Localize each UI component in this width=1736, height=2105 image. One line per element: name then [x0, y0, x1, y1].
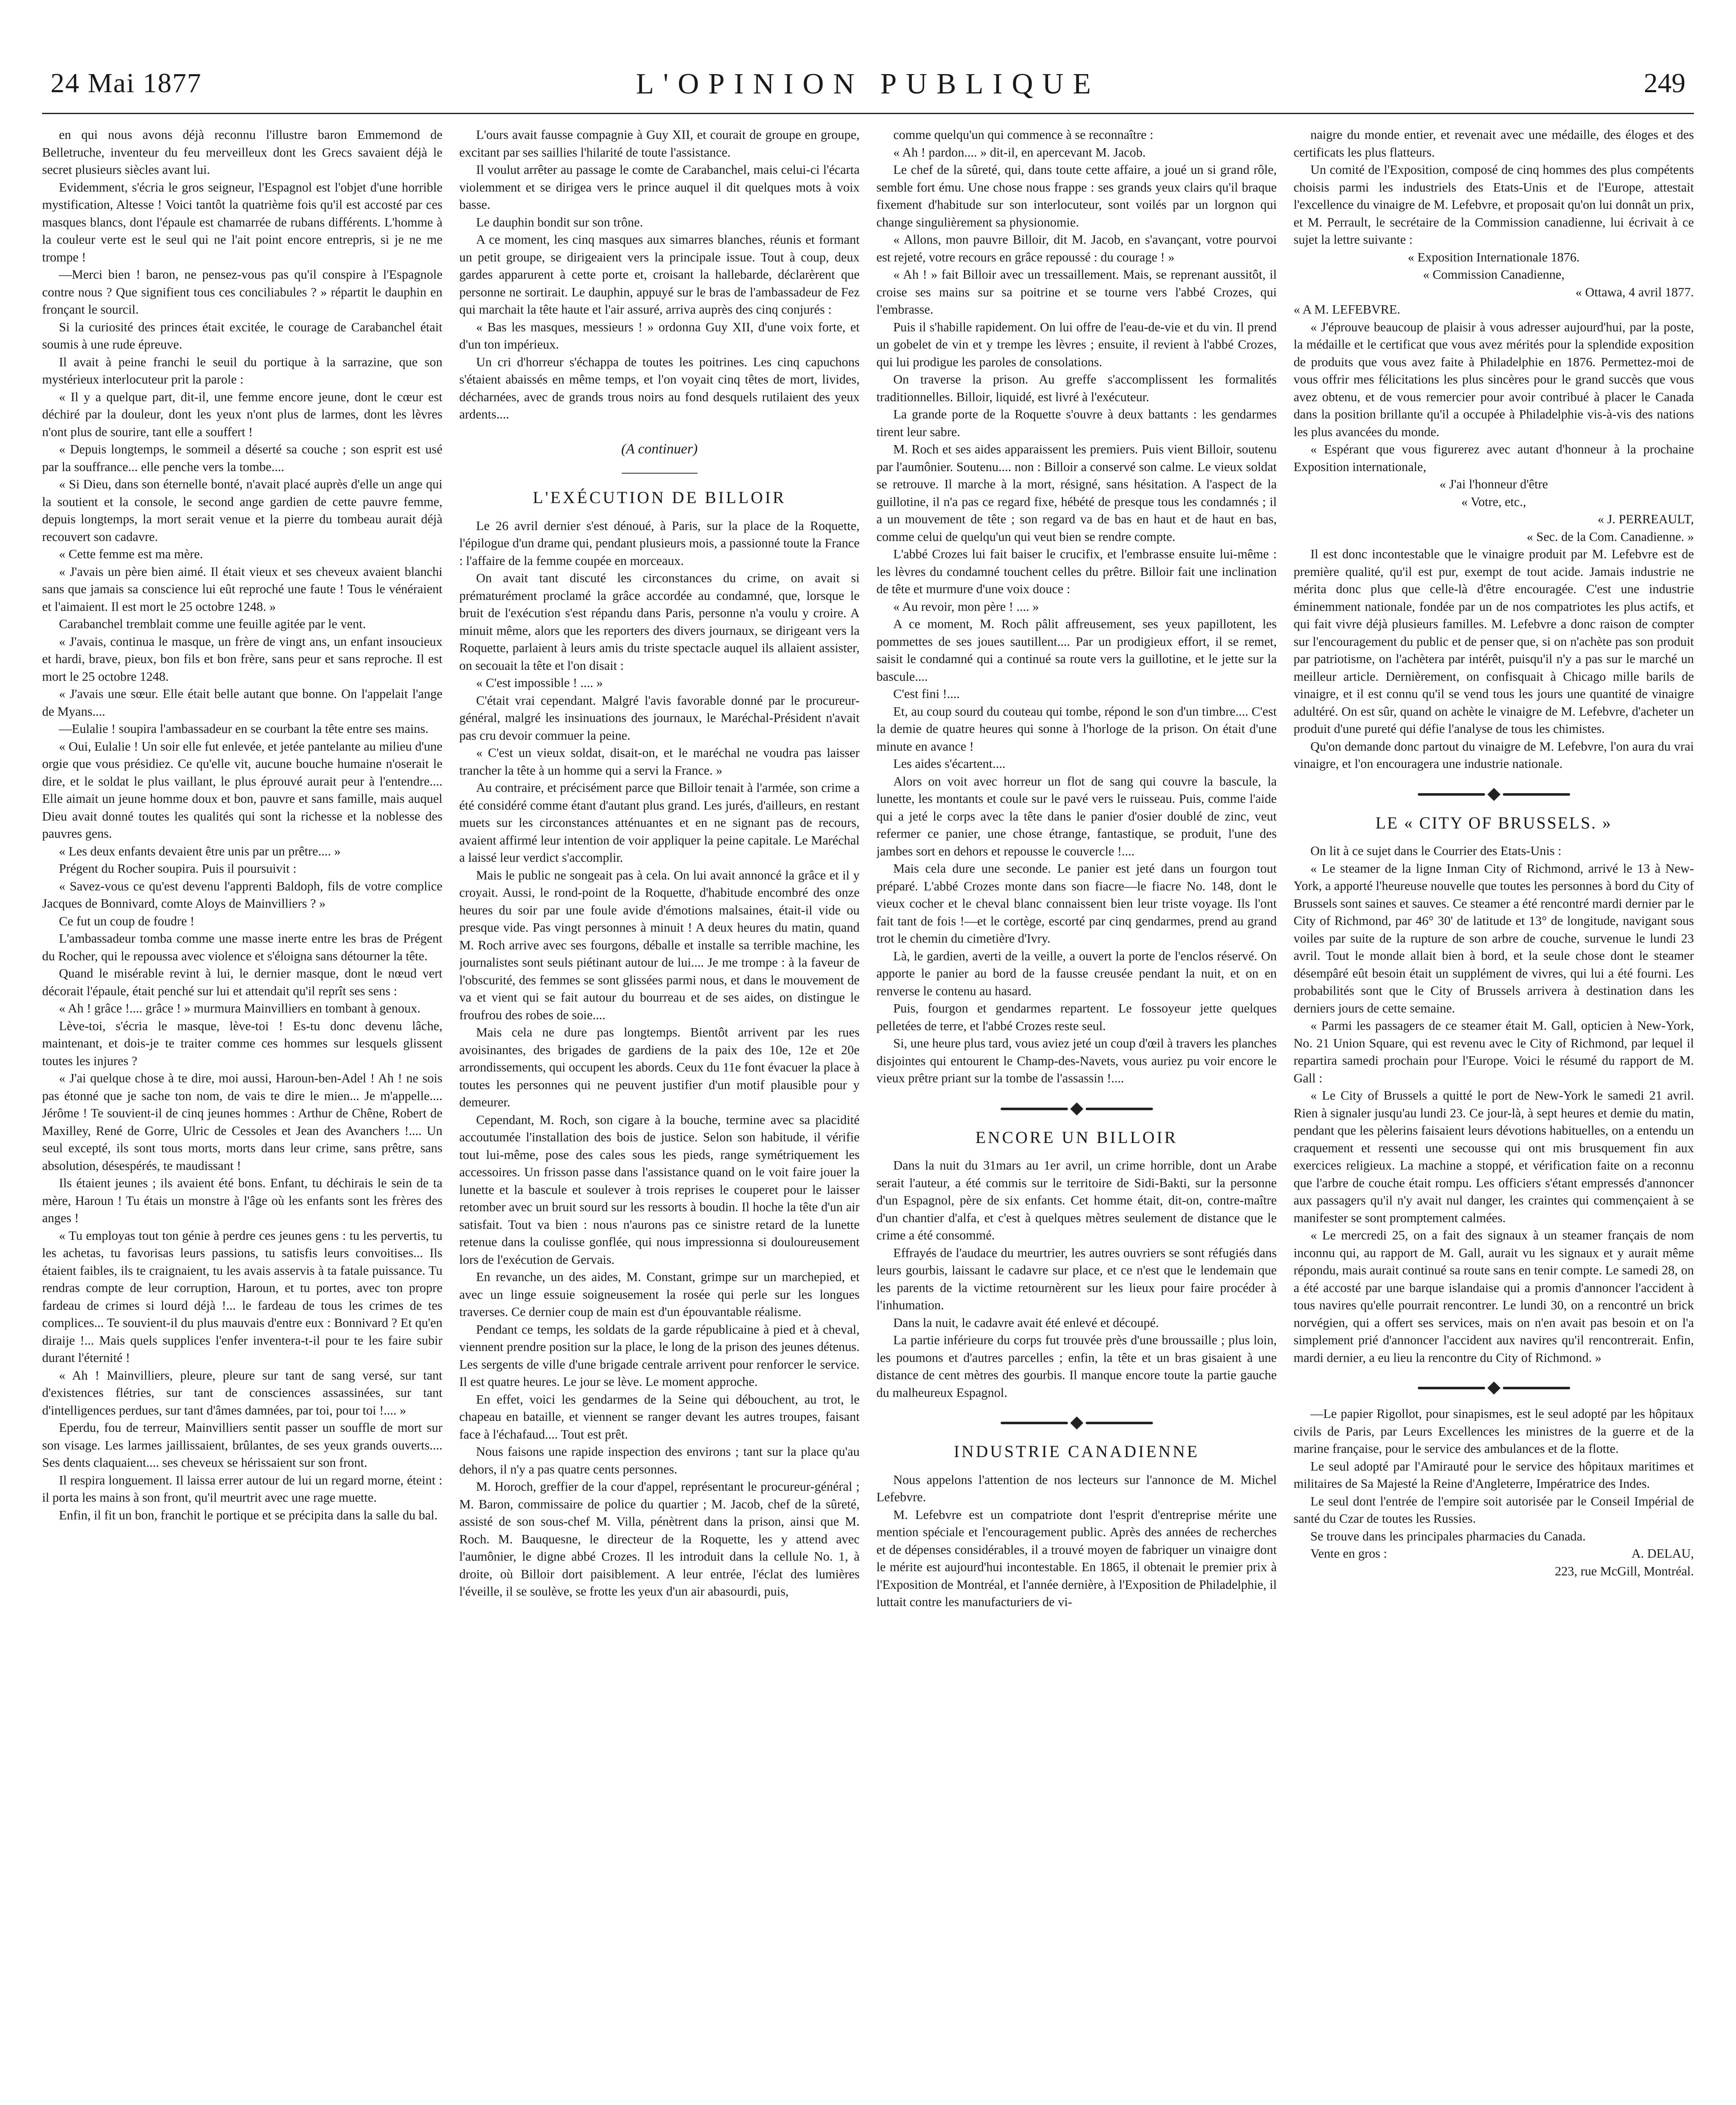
paragraph: Alors on voit avec horreur un flot de sang qui couvre la bascule, la lunette, les montants et coule sur le pavé vers le ruisseau. Puis, comme l'aide qui a jeté le corps avec la tête dans le panier d'osier doublé de zinc, veut refermer ce panier, une chose étrange, fantastique, se produit, l'une des jambes sort en dehors et repousse le couvercle !.... [876, 774, 1277, 858]
paragraph: « Le City of Brussels a quitté le port de New-York le samedi 21 avril. Rien à signaler jusqu'au lundi 23. Ce jour-là, à sept heures et demie du matin, pendant que les pèlerins faisaient leurs dévotions habituelles, on a entendu un craquement et ressenti une secousse qui ont mis brusquement fin aux exercices religieux. La machine a stoppé, et vérification faite on a reconnu que l'arbre de couche était rompu. Les officiers s'étant empressés d'annoncer aux passagers qu'il n'y avait nul danger, les craintes qui commençaient à se manifester se sont promptement calmées. [1294, 1088, 1694, 1225]
paragraph: La grande porte de la Roquette s'ouvre à deux battants : les gendarmes tirent leur sabre. [876, 407, 1277, 439]
paragraph: L'abbé Crozes lui fait baiser le crucifix, et l'embrasse ensuite lui-même : les lèvres du condamné touchent celles du prêtre. Billoir fait une inclination de tête et murmure d'une voix douce : [876, 547, 1277, 596]
paragraph: A ce moment, M. Roch pâlit affreusement, ses yeux papillotent, les pommettes de ses joues sautillent.... Par un prodigieux effort, il se remet, saisit le condamné qui a continué sa route vers la guillotine, et le jette sur la bascule.... [876, 617, 1277, 684]
paragraph: C'était vrai cependant. Malgré l'avis favorable donné par le procureur-général, malgré les insinuations des journaux, le Maréchal-Président n'avait pas cru devoir commuer la peine. [459, 693, 860, 743]
paragraph: Carabanchel tremblait comme une feuille agitée par le vent. [59, 617, 366, 631]
paragraph: Qu'on demande donc partout du vinaigre de M. Lefebvre, l'on aura du vrai vinaigre, et l'on encouragera une industrie nationale. [1294, 739, 1694, 771]
paragraph: « Ah ! Mainvilliers, pleure, pleure sur tant de sang versé, sur tant d'existences flétries, sur tant de consciences assassinées, sur tant d'intelligences perdues, sur tant d'âmes damnées, par toi, pour toi !.... » [42, 1368, 442, 1418]
paragraph: « Savez-vous ce qu'est devenu l'apprenti Baldoph, fils de votre complice Jacques de Bonnivard, comte Aloys de Mainvilliers ? » [42, 879, 442, 911]
paragraph: Il respira longuement. Il laissa errer autour de lui un regard morne, éteint : il porta les mains à son front, qu'il meurtrit avec une rage muette. [42, 1473, 442, 1505]
paragraph: —Le papier Rigollot, pour sinapismes, est le seul adopté par les hôpitaux civils de Paris, par Leurs Excellences les ministres de la guerre et de la marine française, pour le service des ambulances et de la flotte. [1294, 1407, 1694, 1456]
paragraph: Nous appelons l'attention de nos lecteurs sur l'annonce de M. Michel Lefebvre. [876, 1472, 1277, 1504]
paragraph: « J'avais, continua le masque, un frère de vingt ans, un enfant insoucieux et hardi, brave, pieux, bon fils et bon frère, sans peur et sans reproche. Il est mort le 25 octobre 1248. [42, 634, 442, 684]
paragraph: On traverse la prison. Au greffe s'accomplissent les formalités traditionnelles. Billoir, liquidé, est livré à l'exécuteur. [876, 372, 1277, 404]
column-4 [1294, 126, 1694, 2105]
paragraph: « Bas les masques, messieurs ! » ordonna Guy XII, d'une voix forte, et d'un ton impérieux. [459, 320, 860, 352]
paragraph: « C'est impossible ! .... » [476, 676, 603, 690]
paragraph: Les aides s'écartent.... [893, 757, 1006, 771]
paragraph: comme quelqu'un qui commence à se reconnaître : [893, 128, 1153, 142]
letter-commission: « Commission Canadienne, [1423, 267, 1565, 282]
paragraph: « J'avais un père bien aimé. Il était vieux et ses cheveux avaient blanchi sans que jamais sa conscience lui eût reproché une faute ! Tous le vénéraient et l'aimaient. Il est mort le 25 octobre 1248. » [42, 564, 442, 614]
paragraph: « Le steamer de la ligne Inman City of Richmond, arrivé le 13 à New-York, a apporté l'heureuse nouvelle que toutes les personnes à bord du City of Brussels sont saines et sauves. Ce steamer a été rencontré mardi dernier par le City of Richmond, par 46° 30' de latitude et 13° de longitude, navigant sous voiles par suite de la rupture de son arbre de couche, survenue le lundi 23 avril. Tout le monde allait bien à bord, et la seule chose dont le steamer désempâré eût besoin était un supplément de vivres, qui lui a été fourni. Les probabilités sont que le City of Brussels arrivera à destination dans les derniers jours de cette semaine. [1294, 861, 1694, 1015]
paragraph: « Oui, Eulalie ! Un soir elle fut enlevée, et jetée pantelante au milieu d'une orgie que vous présidiez. Ce qu'elle vit, aucune bouche humaine n'oserait le dire, et le soldat le plus vaillant, le plus éprouvé aurait peur à l'entendre.... Elle aimait un jeune homme doux et bon, pauvre et sans famille, mais auquel Dieu avait donné toutes les qualités qui sont la richesse et la noblesse des pauvres gens. [42, 739, 442, 841]
paragraph: naigre du monde entier, et revenait avec une médaille, des éloges et des certificats les plus flatteurs. [1294, 128, 1694, 160]
paragraph: « Espérant que vous figurerez avec autant d'honneur à la prochaine Exposition internationale, [1294, 442, 1694, 474]
paragraph: Nous faisons une rapide inspection des environs ; tant sur la place qu'au dehors, il n'y a pas quatre cents personnes. [459, 1444, 860, 1476]
paragraph: La partie inférieure du corps fut trouvée près d'une broussaille ; plus loin, les poumons et d'autres parcelles ; enfin, la tête et un bras gisaient à une distance de cent mètres des gourbis. Il manque encore toute la partie gauche du malheureux Espagnol. [876, 1333, 1277, 1400]
ornament-divider [876, 1104, 1277, 1114]
paragraph: « Le mercredi 25, on a fait des signaux à un steamer français de nom inconnu qui, au rapport de M. Gall, aurait vu les signaux et y aurait même répondu, mais aurait continué sa route sans en tenir compte. Le samedi 28, on a été accosté par une barque islandaise qui a promis d'annoncer l'accident à tous navires qu'elle pourrait rencontrer. Le lundi 30, on a rencontré un brick norvégien, qui a offert ses services, mais on n'en avait pas besoin et on l'a simplement prié d'annoncer l'accident aux navires qu'il rencontrerait. Enfin, mardi dernier, a eu lieu la rencontre du City of Richmond. » [1294, 1228, 1694, 1365]
paragraph: Un comité de l'Exposition, composé de cinq hommes des plus compétents choisis parmi les industriels des Etats-Unis et de l'Europe, attestait l'excellence du vinaigre de M. Lefebvre, et proposait qu'on lui donnât un prix, et M. Perrault, le secrétaire de la Commission canadienne, lui écrivait à ce sujet la lettre suivante : [1294, 163, 1694, 247]
paragraph: Pendant ce temps, les soldats de la garde républicaine à pied et à cheval, viennent prendre position sur la place, le long de la prison des jeunes détenus. Les sergents de ville d'une brigade centrale arrivent pour renforcer le service. Il est quatre heures. Le jour se lève. Le moment approche. [459, 1322, 860, 1389]
paragraph: « J'ai quelque chose à te dire, moi aussi, Haroun-ben-Adel ! Ah ! ne sois pas étonné que je sache ton nom, de vais te dire le mien... Je m'appelle.... Jérôme ! Te souvient-il de cinq jeunes hommes : Arthur de Chêne, Robert de Maxilley, René de Gorre, Ulric de Cessoles et Jean des Avanchers !.... Un seul excepté, ils sont tous morts, morts dans leur crime, sans prêtre, sans absolution, désespérés, te maudissant ! [42, 1071, 442, 1173]
page-number: 249 [1644, 68, 1685, 99]
paragraph: En effet, voici les gendarmes de la Seine qui débouchent, au trot, le chapeau en bataille, et viennent se ranger devant les autres troupes, faisant face à l'échafaud.... Tout est prêt. [459, 1392, 860, 1442]
ornament-divider [876, 1418, 1277, 1428]
letter-signature-title: « Sec. de la Com. Canadienne. » [1526, 529, 1694, 544]
ornament-divider [1294, 790, 1694, 799]
paragraph: Evidemment, s'écria le gros seigneur, l'Espagnol est l'objet d'une horrible mystification, Altesse ! Voici tantôt la quatrième fois qu'il est accosté par ces masques blancs, dont l'épaule est chamarrée de rubans différents. L'homme à la couleur verte est le seul qui ne l'ait point encore entrepris, si je ne me trompe ! [42, 180, 442, 264]
paragraph: —Merci bien ! baron, ne pensez-vous pas qu'il conspire à l'Espagnole contre nous ? Que signifient tous ces conciliabules ? » répartit le dauphin en fronçant le sourcil. [42, 267, 442, 317]
article-execution [459, 517, 860, 1601]
paragraph: Quand le misérable revint à lui, le dernier masque, dont le nœud vert décorait l'épaule, était penché sur lui et attendait qu'il reprît ses sens : [42, 966, 442, 998]
paragraph: Le dauphin bondit sur son trône. [476, 215, 643, 229]
paragraph: Prégent du Rocher soupira. Puis il poursuivit : [59, 861, 297, 876]
advertisement-vendor [1294, 1545, 1694, 1563]
paragraph: M. Roch et ses aides apparaissent les premiers. Puis vient Billoir, soutenu par l'aumônier. Soutenu.... non : Billoir a conservé son calme. Le vieux soldat se retrouve. Il marche à la mort, résigné, sans hésitation. A l'aspect de la guillotine, il n'a pas ce regard fixe, hébété de presque tous les condamnés ; il a un mouvement de tête ; son regard va de bas en haut et de haut en bas, comme celui de quelqu'un qui veut bien se rendre compte. [876, 442, 1277, 544]
paragraph: Si la curiosité des princes était excitée, le courage de Carabanchel était soumis à une rude épreuve. [42, 320, 442, 352]
paragraph: « Ah ! pardon.... » dit-il, en apercevant M. Jacob. [893, 145, 1146, 160]
letter-addressee: « A M. LEFEBVRE. [1294, 302, 1401, 317]
columns [42, 126, 1694, 2105]
letter-body [1294, 319, 1694, 476]
paragraph: Le seul adopté par l'Amirauté pour le service des hôpitaux maritimes et militaires de Sa Majesté la Reine d'Angleterre, Impératrice des Indes. [1294, 1459, 1694, 1491]
issue-date: 24 Mai 1877 [51, 68, 202, 99]
paragraph: L'ours avait fausse compagnie à Guy XII, et courait de groupe en groupe, excitant par ses saillies l'hilarité de toute l'assistance. [459, 128, 860, 160]
section-title-industrie: INDUSTRIE CANADIENNE [953, 1442, 1200, 1461]
column-2 [459, 126, 860, 2105]
paragraph: Se trouve dans les principales pharmacies du Canada. [1310, 1529, 1586, 1543]
paragraph: « Depuis longtemps, le sommeil a déserté sa couche ; son esprit est usé par la souffrance... elle penche vers la tombe.... [42, 442, 442, 474]
paragraph: « Les deux enfants devaient être unis par un prêtre.... » [59, 844, 341, 858]
paragraph: Le seul dont l'entrée de l'empire soit autorisée par le Conseil Impérial de santé du Czar de toutes les Russies. [1294, 1494, 1694, 1526]
paragraph: Il avait à peine franchi le seuil du portique à la sarrazine, que son mystérieux interlocuteur prit la parole : [42, 354, 442, 386]
paragraph: A ce moment, les cinq masques aux simarres blanches, réunis et formant un petit groupe, se dirigeaient vers la principale issue. Tout à coup, deux gardes apparurent à cette porte et, croisant la hallebarde, déclarèrent que personne ne sortirait. Le dauphin, appuyé sur le bras de l'ambassadeur de Fez qui marchait la tête haute et l'air assuré, arriva auprès des cinq conjurés : [459, 232, 860, 317]
paragraph: « J'éprouve beaucoup de plaisir à vous adresser aujourd'hui, par la poste, la médaille et le certificat que vous avez mérités pour la splendide exposition de produits que vous avez faite à Philadelphie en 1876. Permettez-moi de vous offrir mes félicitations les plus sincères pour le grand succès que vous avez obtenu, et de vous remercier pour avoir contribué à placer le Canada dans la position brillante qu'il a occupée à Philadelphie vis-à-vis des nations les plus avancées du monde. [1294, 320, 1694, 439]
article-execution-continued [876, 126, 1277, 1087]
letter-heading: « Exposition Internationale 1876. [1408, 250, 1580, 264]
paragraph: Mais cela dure une seconde. Le panier est jeté dans un fourgon tout préparé. L'abbé Crozes monte dans son fiacre—le fiacre No. 148, dont le vieux cocher et le cheval blanc connaissent bien leur triste voyage. Ils l'ont fait tant de fois !—et le cortège, escorté par cinq gendarmes, prend au grand trot le chemin du cimetière d'Ivry. [876, 861, 1277, 946]
paragraph: En revanche, un des aides, M. Constant, grimpe sur un marchepied, et avec un linge essuie soigneusement la rosée qui perle sur les longues traverses. Ce dernier coup de main est d'un épouvantable réalisme. [459, 1270, 860, 1319]
paragraph: On avait tant discuté les circonstances du crime, on avait si prématurément proclamé la grâce accordée au condamné, que, lorsque le bruit de l'exécution s'est répandu dans Paris, personne n'a voulu y croire. A minuit même, alors que les reporters des divers journaux, se dirigeant vers la Roquette, parlaient à leurs amis du triste spectacle auquel ils allaient assister, on secouait la tête et l'on disait : [459, 571, 860, 673]
paragraph: « Ah ! » fait Billoir avec un tressaillement. Mais, se reprenant aussitôt, il croise ses mains sur sa poitrine et se tourne vers l'abbé Crozes, qui l'embrasse. [876, 267, 1277, 317]
paragraph: M. Lefebvre est un compatriote dont l'esprit d'entreprise mérite une mention spéciale et l'encouragement public. Après des années de recherches et de dépenses considérables, il a trouvé moyen de fabriquer un vinaigre dont le mérite est aujourd'hui incontestable. En 1865, il obtenait le premier prix à l'Exposition de Montréal, et l'année dernière, à l'Exposition de Philadelphie, il luttait contre les manufacturiers de vi- [876, 1507, 1277, 1609]
letter-closing-2: « Votre, etc., [1461, 494, 1526, 509]
paragraph: Si, une heure plus tard, vous aviez jeté un coup d'œil à travers les planches disjointes qui entourent le Champ-des-Navets, vous auriez pu voir encore le vieux prêtre priant sur la tombe de l'assassin !.... [876, 1036, 1277, 1085]
paragraph: Dans la nuit, le cadavre avait été enlevé et découpé. [893, 1315, 1159, 1330]
ornament-divider [1294, 1383, 1694, 1393]
article-encore [876, 1157, 1277, 1402]
paragraph: « J'avais une sœur. Elle était belle autant que bonne. On l'appelait l'ange de Myans.... [42, 687, 442, 719]
agent-address: 223, rue McGill, Montréal. [1555, 1564, 1694, 1578]
masthead-title: L'OPINION PUBLIQUE [636, 68, 1100, 100]
article-industrie [876, 1471, 1277, 1611]
paragraph: « C'est un vieux soldat, disait-on, et le maréchal ne voudra pas laisser trancher la tête à un homme qui a servi la France. » [459, 746, 860, 778]
paragraph: Puis, fourgon et gendarmes repartent. Le fossoyeur jette quelques pelletées de terre, et l'abbé Crozes reste seul. [876, 1001, 1277, 1033]
paragraph: « Parmi les passagers de ce steamer était M. Gall, opticien à New-York, No. 21 Union Square, qui est revenu avec le City of Richmond, par lequel il repartira samedi prochain pour l'Europe. Voici le résumé du rapport de M. Gall : [1294, 1018, 1694, 1085]
section-title-execution: L'EXÉCUTION DE BILLOIR [533, 488, 786, 507]
paragraph: Et, au coup sourd du couteau qui tombe, répond le son d'un timbre.... C'est la demie de quatre heures qui sonne à l'horloge de la prison. On était d'une minute en avance ! [876, 704, 1277, 754]
column-1 [42, 126, 442, 2105]
paragraph: Puis il s'habille rapidement. On lui offre de l'eau-de-vie et du vin. Il prend un gobelet de vin et y trempe les lèvres ; ensuite, il revient à l'abbé Crozes, qui lui prodigue les paroles de consolations. [876, 320, 1277, 369]
agent-name: A. DELAU, [1631, 1546, 1694, 1561]
paragraph: « Il y a quelque part, dit-il, une femme encore jeune, dont le cœur est déchiré par la douleur, dont les yeux n'ont plus de larmes, dont les lèvres n'ont plus de sourire, tant elle a souffert ! [42, 389, 442, 439]
header-rule [42, 113, 1694, 114]
section-title-brussels: LE « CITY OF BRUSSELS. » [1375, 813, 1612, 832]
column-3 [876, 126, 1277, 2105]
paragraph: Là, le gardien, averti de la veille, a ouvert la porte de l'enclos réservé. On apporte le panier au bord de la fausse creusée pendant la nuit, et on en renverse le contenu au hasard. [876, 949, 1277, 998]
paragraph: Un cri d'horreur s'échappa de toutes les poitrines. Les cinq capuchons s'étaient abaissés en même temps, et l'on voyait cinq têtes de mort, livides, décharnées, avec de grands trous noirs au fond desquels rutilaient des yeux ardents.... [459, 354, 860, 421]
paragraph: Au contraire, et précisément parce que Billoir tenait à l'armée, son crime a été considéré comme étant d'autant plus grand. Les jurés, d'ailleurs, en restant muets sur les circonstances atténuantes et en ne signant pas de recours, avaient affirmé leur intention de voir appliquer la peine capitale. Le Maréchal a laissé leur verdict s'accomplir. [459, 781, 860, 865]
paragraph: Mais cela ne dure pas longtemps. Bientôt arrivent par les rues avoisinantes, des brigades de gardiens de la paix des 10e, 12e et 20e arrondissements, qui occupent les abords. Ceux du 11e font évacuer la place à toutes les personnes qui ne peuvent justifier d'un motif plausible pour y demeurer. [459, 1025, 860, 1109]
advertisement-rigollot [1294, 1405, 1694, 1545]
to-be-continued: (A continuer) [621, 441, 698, 457]
paragraph: « Cette femme est ma mère. [59, 547, 203, 561]
paragraph: « Ah ! grâce !.... grâce ! » murmura Mainvilliers en tombant à genoux. [59, 1001, 421, 1015]
paragraph: « Au revoir, mon père ! .... » [893, 599, 1039, 614]
article-industrie-continued [1294, 126, 1694, 249]
wholesale-label: Vente en gros : [1310, 1546, 1387, 1561]
brussels-intro: On lit à ce sujet dans le Courrier des Etats-Unis : [1310, 844, 1562, 858]
paragraph: L'ambassadeur tomba comme une masse inerte entre les bras de Prégent du Rocher, qui le repoussa avec violence et s'éloigna sans détourner la tête. [42, 931, 442, 963]
article-industrie-conclusion [1294, 546, 1694, 773]
divider [622, 473, 698, 474]
serial-continuation [459, 126, 860, 424]
paragraph: Ils étaient jeunes ; ils avaient été bons. Enfant, tu déchirais le sein de ta mère, Haroun ! Tu étais un monstre à l'âge où les enfants sont les frères des anges ! [42, 1176, 442, 1225]
paragraph: « Si Dieu, dans son éternelle bonté, n'avait placé auprès d'elle un ange qui la soutient et la console, le second ange gardien de cette pauvre femme, depuis longtemps, la mort serait venue et la pierre du tombeau aurait déjà recouvert son cadavre. [42, 477, 442, 544]
paragraph: Lève-toi, s'écria le masque, lève-toi ! Es-tu donc devenu lâche, maintenant, et dois-je te traiter comme ces hommes sur lesquels glissent toutes les injures ? [42, 1018, 442, 1068]
section-title-encore: ENCORE UN BILLOIR [975, 1127, 1178, 1147]
paragraph: Enfin, il fit un bon, franchit le portique et se précipita dans la salle du bal. [59, 1508, 438, 1522]
paragraph: Effrayés de l'audace du meurtrier, les autres ouvriers se sont réfugiés dans leurs gourbis, laissant le cadavre sur place, et ce n'est que le lendemain que les parents de la victime retournèrent sur les lieux pour faire procéder à l'inhumation. [876, 1245, 1277, 1312]
paragraph: « Tu employas tout ton génie à perdre ces jeunes gens : tu les pervertis, tu les achetas, tu favorisas leurs passions, tu satisfis leurs convoitises... Ils étaient faibles, ils te craignaient, tu les avais asservis à ta fatale puissance. Tu rendras compte de leur corruption, Haroun, et tu portes, avec ton propre fardeau de crimes si lourd déjà !... le fardeau de tous les crimes de tes complices... Te souvient-il du plus mauvais d'entre eux : Bonnivard ? Et qu'en diraije !... Mais quels supplices l'enfer inventera-t-il pour te les faire subir durant l'éternité ! [42, 1228, 442, 1365]
paragraph: Ce fut un coup de foudre ! [59, 914, 194, 928]
paragraph: « Allons, mon pauvre Billoir, dit M. Jacob, en s'avançant, votre pourvoi est rejeté, votre recours en grâce repoussé : du courage ! » [876, 232, 1277, 264]
paragraph: M. Horoch, greffier de la cour d'appel, représentant le procureur-général ; M. Baron, commissaire de police du quartier ; M. Jacob, chef de la sûreté, assisté de son sous-chef M. Villa, pénètrent dans la prison, ainsi que M. Roch. M. Bauquesne, le directeur de la Roquette, les y attend avec l'aumônier, le digne abbé Crozes. Il les introduit dans la cellule No. 1, à droite, où Billoir dort paisiblement. A leur entrée, l'éclat des lumières l'éveille, il se soulève, se frotte les yeux d'un air abasourdi, puis, [459, 1479, 860, 1599]
paragraph: Dans la nuit du 31mars au 1er avril, un crime horrible, dont un Arabe serait l'auteur, a été commis sur le territoire de Sidi-Bakti, sur la personne d'un Espagnol, père de six enfants. Cet homme était, dit-on, contre-maître d'un chantier d'alfa, et c'est à quelques mètres seulement de distance que le crime a été consommé. [876, 1158, 1277, 1242]
page-header [51, 67, 1685, 105]
paragraph: C'est fini !.... [893, 687, 960, 701]
paragraph: Il voulut arrêter au passage le comte de Carabanchel, mais celui-ci l'écarta violemment et se dirigea vers le prince auquel il dit quelques mots à voix basse. [459, 163, 860, 212]
paragraph: Eperdu, fou de terreur, Mainvilliers sentit passer un souffle de mort sur son visage. Les larmes jaillissaient, brûlantes, de ses yeux grands ouverts.... Ses dents claquaient.... ses cheveux se hérissaient sur son front. [42, 1420, 442, 1470]
paragraph: Le chef de la sûreté, qui, dans toute cette affaire, a joué un si grand rôle, semble fort ému. Une chose nous frappe : ses grands yeux clairs qu'il braque fixement d'habitude sur son interlocuteur, sont voilés par un lorgnon qui change singulièrement sa physionomie. [876, 163, 1277, 229]
paragraph: —Eulalie ! soupira l'ambassadeur en se courbant la tête entre ses mains. [59, 722, 429, 736]
paragraph: en qui nous avons déjà reconnu l'illustre baron Emmemond de Belletruche, inventeur du feu merveilleux dont les Grecs savaient déjà le secret plusieurs siècles avant lui. [42, 128, 442, 177]
letter-place-date: « Ottawa, 4 avril 1877. [1575, 285, 1694, 299]
paragraph: Mais le public ne songeait pas à cela. On lui avait annoncé la grâce et il y croyait. Aussi, le rond-point de la Roquette, d'habitude encombré des onze heures du soir par une foule avide d'émotions malsaines, était-il vide ou presque vide. Pas vingt personnes à minuit ! A deux heures du matin, quand M. Roch arrive avec ses fourgons, déballe et installe sa terrible machine, les journalistes sont seuls piétinant autour de lui.... Je me trompe : à la faveur de l'obscurité, des femmes se sont glissées parmi nous, et dans le mouvement de va et vient qui se fait autour du bourreau et de ses aides, on distingue le froufrou des robes de soie.... [459, 868, 860, 1022]
letter-closing: « J'ai l'honneur d'être [1439, 477, 1548, 491]
letter-signature: « J. PERREAULT, [1598, 512, 1694, 526]
paragraph: Cependant, M. Roch, son cigare à la bouche, termine avec sa placidité accoutumée l'installation des bois de justice. Selon son habitude, il vérifie tout lui-même, pose des cales sous les pieds, range symétriquement les accessoires. Un frisson passe dans l'assistance quand on le voit faire jouer la lunette et la bascule et soulever à trois reprises le couperet pour le laisser retomber avec un bruit sourd sur les ressorts à boudin. Il hoche la tête d'un air satisfait. Tout va bien : nous n'aurons pas ce sinistre retard de la lunette retenue dans la coulisse gonflée, qui nous impressionna si douloureusement lors de l'exécution de Gervais. [459, 1112, 860, 1267]
paragraph: Il est donc incontestable que le vinaigre produit par M. Lefebvre est de première qualité, qu'il est pur, exempt de tout acide. Jamais industrie ne mérita donc plus que celle-là d'être encouragée. C'est une industrie éminemment nationale, fondée par un de nos compatriotes les plus actifs, et qui fait vivre déjà plusieurs familles. M. Lefebvre a donc raison de compter sur l'encouragement du public et de penser que, si on n'achète pas son produit par patriotisme, on l'achètera par intérêt, puisqu'il n'y a pas sur le marché un meilleur article. Dernièrement, on confisquait à Chicago mille barils de vinaigre, et il est connu qu'il se vend tous les jours une quantité de vinaigre adultéré. On est sûr, quand on achète le vinaigre de M. Lefebvre, d'acheter un produit d'une pureté qui défie l'analyse de tous les chimistes. [1294, 547, 1694, 736]
paragraph: Le 26 avril dernier s'est dénoué, à Paris, sur la place de la Roquette, l'épilogue d'un drame qui, pendant plusieurs mois, a passionné toute la France : l'affaire de la femme coupée en morceaux. [459, 518, 860, 568]
article-brussels [1294, 860, 1694, 1367]
